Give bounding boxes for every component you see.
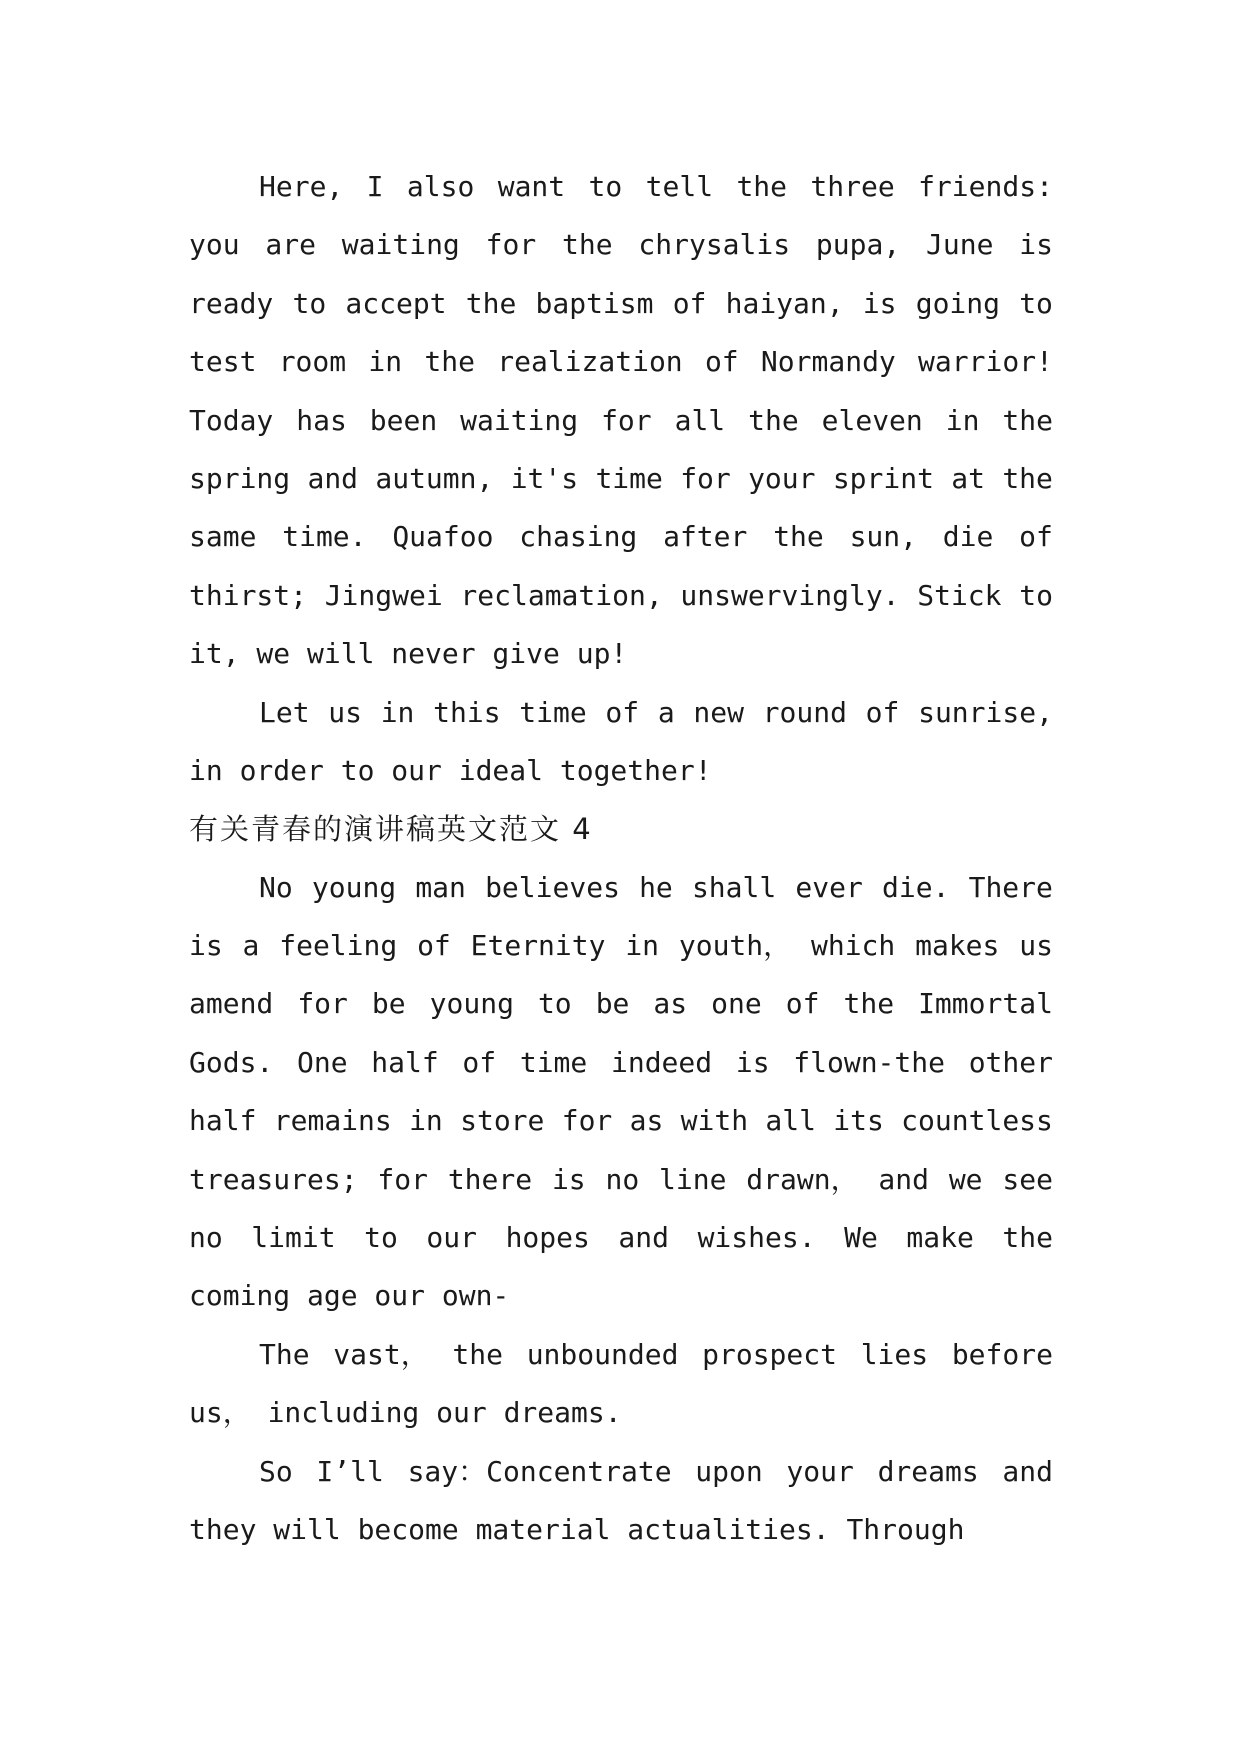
paragraph-line: is a feeling of Eternity in youth， which makes us — [189, 929, 1053, 963]
document-page — [189, 158, 1053, 1559]
paragraph-line: they will become material actualities. Through — [189, 1512, 965, 1546]
paragraph-line: you are waiting for the chrysalis pupa, June is — [189, 228, 1053, 262]
paragraph-line: So I’ll say：Concentrate upon your dreams and — [259, 1454, 1053, 1488]
paragraph-line: Here, I also want to tell the three friends: — [259, 170, 1053, 203]
paragraph-line: No young man believes he shall ever die. There — [259, 870, 1053, 904]
paragraph-line: same time. Quafoo chasing after the sun, die of — [189, 520, 1053, 554]
paragraph-line: Let us in this time of a new round of sunrise, — [259, 695, 1053, 729]
section-heading-text: 有关青春的演讲稿英文范文 4 — [189, 812, 593, 847]
paragraph-line: thirst; Jingwei reclamation, unswervingly. Stick to — [189, 578, 1053, 612]
paragraph-line: coming age our own- — [189, 1279, 510, 1313]
paragraph-line: test room in the realization of Normandy warrior! — [189, 345, 1053, 379]
section-heading — [189, 800, 1053, 858]
paragraph-line: it, we will never give up! — [189, 637, 628, 671]
paragraph-line: ready to accept the baptism of haiyan, is going to — [189, 286, 1053, 320]
paragraph-line: amend for be young to be as one of the Immortal — [189, 987, 1053, 1021]
paragraph — [189, 1326, 1053, 1443]
paragraph-line: Today has been waiting for all the eleven in the — [189, 403, 1053, 437]
paragraph-line: treasures; for there is no line drawn， and we see — [189, 1162, 1053, 1196]
paragraph-line: in order to our ideal together! — [189, 753, 712, 787]
paragraph — [189, 684, 1053, 801]
paragraph-line: no limit to our hopes and wishes. We make the — [189, 1221, 1053, 1255]
paragraph — [189, 1443, 1053, 1560]
paragraph-line: half remains in store for as with all its countless — [189, 1104, 1053, 1138]
paragraph-line: Gods. One half of time indeed is flown-the other — [189, 1045, 1053, 1079]
paragraph — [189, 859, 1053, 1326]
paragraph-line: spring and autumn, it's time for your sprint at the — [189, 461, 1053, 495]
paragraph-line: us， including our dreams. — [189, 1396, 622, 1430]
paragraph-line: The vast， the unbounded prospect lies before — [259, 1337, 1053, 1371]
paragraph — [189, 158, 1053, 684]
